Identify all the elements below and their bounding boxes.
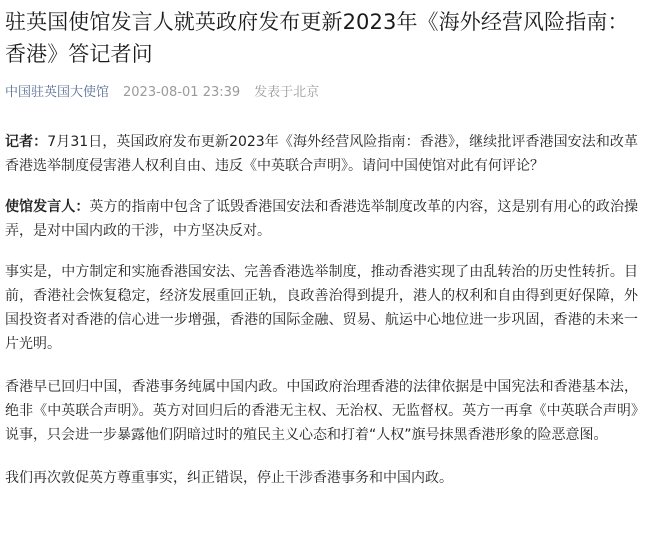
paragraph-spokesperson-answer xyxy=(5,195,638,243)
publish-datetime: 2023-08-01 23:39 xyxy=(123,85,241,100)
paragraph-text: 英方的指南中包含了诋毁香港国安法和香港选举制度改革的内容，这是别有用心的政治操弄，是对中国内政的干涉，中方坚决反对。 xyxy=(5,199,639,239)
paragraph-text: 我们再次敦促英方尊重事实，纠正错误，停止干涉香港事务和中国内政。 xyxy=(5,470,453,486)
paragraph-urge xyxy=(5,466,638,490)
paragraph-hong-kong-affairs xyxy=(5,375,638,447)
article-body xyxy=(5,130,638,490)
publish-location: 发表于北京 xyxy=(254,85,320,100)
article-title: 驻英国使馆发言人就英政府发布更新2023年《海外经营风险指南：香港》答记者问 xyxy=(5,10,629,66)
paragraph-facts xyxy=(5,260,638,356)
paragraph-text: 香港早已回归中国，香港事务纯属中国内政。中国政府治理香港的法律依据是中国宪法和香港基本法，绝非《中英联合声明》。英方对回归后的香港无主权、无治权、无监督权。英方一再拿《中英联合声明》说事，只会进一步暴露他们阴暗过时的殖民主义心态和打着“人权”旗号抹黑香港形象的险恶意图。 xyxy=(5,379,638,443)
article-meta xyxy=(5,82,638,104)
paragraph-reporter-question xyxy=(5,130,638,178)
paragraph-text: 事实是，中方制定和实施香港国安法、完善香港选举制度，推动香港实现了由乱转治的历史性转折。目前，香港社会恢复稳定，经济发展重回正轨，良政善治得到提升，港人的权利和自由得到更好保障，外国投资者对香港的信心进一步增强，香港的国际金融、贸易、航运中心地位进一步巩固，香港的未来一片光明。 xyxy=(5,264,638,352)
account-name-link[interactable]: 中国驻英国大使馆 xyxy=(5,85,110,100)
paragraph-text: 7月31日，英国政府发布更新2023年《海外经营风险指南：香港》，继续批评香港国安法和改革香港选举制度侵害港人权利自由、违反《中英联合声明》。请问中国使馆对此有何评论？ xyxy=(5,134,639,174)
speaker-label-reporter: 记者： xyxy=(5,134,48,150)
speaker-label-spokesperson: 使馆发言人： xyxy=(5,199,90,215)
